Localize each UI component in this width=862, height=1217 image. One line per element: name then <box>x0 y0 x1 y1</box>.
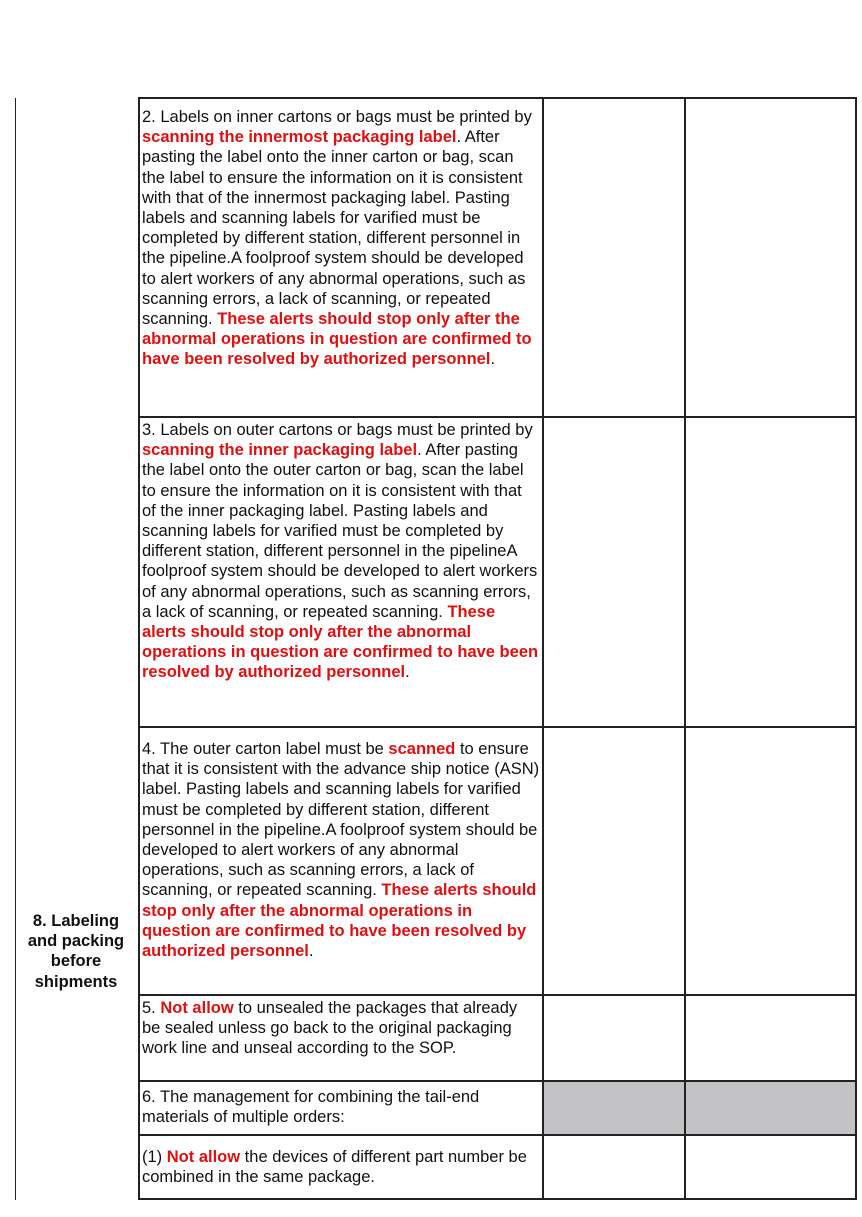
requirement-cell-6 <box>139 1082 543 1134</box>
requirement-cell-3 <box>139 418 543 726</box>
emphasis-text: scanning the innermost packaging label <box>142 128 457 147</box>
body-text: 4. The outer carton label must be <box>142 740 389 758</box>
body-text: 3. Labels on outer cartons or bags must be printed by <box>142 421 533 439</box>
requirement-cell-5 <box>139 996 543 1080</box>
body-text: 2. Labels on inner cartons or bags must be printed by <box>142 108 532 126</box>
body-text: (1) <box>142 1148 167 1166</box>
emphasis-text: These alerts should stop only after the abnormal operations in question are confirmed to have been resolved by authorized personnel <box>142 310 532 369</box>
row-divider <box>138 1198 857 1200</box>
table-right-border <box>855 98 857 1200</box>
shaded-cell <box>686 1082 855 1134</box>
requirement-cell-2 <box>139 98 543 416</box>
emphasis-text: Not allow <box>166 1148 241 1166</box>
body-text: to ensure that it is consistent with the advance ship notice (ASN) label. Pasting labels and scanning labels for varified must be completed by different station, different personnel in the pipeline.A foolproof system should be developed to alert workers of any abnormal operations, such as scanning errors, a lack of scanning, or repeated scanning. <box>142 740 540 900</box>
requirement-cell-6-1 <box>139 1136 543 1198</box>
shaded-cell <box>544 1082 684 1134</box>
requirement-cell-4 <box>139 728 543 994</box>
body-text: . After pasting the label onto the outer carton or bag, scan the label to ensure the information on it is consistent with that of the inner packaging label. Pasting labels and scanning labels for varified must be completed by different station, different personnel in the pipelineA foolproof system should be developed to alert workers of any abnormal operations, such as scanning errors, a lack of scanning, or repeated scanning. <box>142 441 538 621</box>
emphasis-text: scanning the inner packaging label <box>142 441 418 460</box>
table-left-border <box>15 98 16 1200</box>
body-text: to unsealed the packages that already be sealed unless go back to the original packaging work line and unseal according to the SOP. <box>142 999 518 1058</box>
section-label: 8. Labeling and packing before shipments <box>27 912 125 991</box>
emphasis-text: Not allow <box>160 999 234 1017</box>
body-text: . <box>405 663 410 682</box>
body-text: . After pasting the label onto the inner carton or bag, scan the label to ensure the information on it is consistent with that of the innermost packaging label. Pasting labels and scanning labels for varified must be completed by different station, different personnel in the pipeline.A foolproof system should be developed to alert workers of any abnormal operations, such as scanning errors, a lack of scanning, or repeated scanning. <box>142 128 526 329</box>
body-text: the devices of different part number be combined in the same package. <box>142 1148 527 1187</box>
emphasis-text: These alerts should stop only after the abnormal operations in question are confirmed to have been resolved by authorized personnel <box>142 602 539 682</box>
column-3-right-border <box>684 98 686 1200</box>
body-text: 5. <box>142 999 161 1017</box>
emphasis-text: These alerts should stop only after the abnormal operations in question are confirmed to have been resolved by authorized personnel <box>142 881 537 961</box>
body-text: 6. The management for combining the tail-end materials of multiple orders: <box>142 1088 480 1127</box>
body-text: . <box>490 350 496 369</box>
body-text: . <box>308 942 314 961</box>
emphasis-text: scanned <box>388 740 456 758</box>
